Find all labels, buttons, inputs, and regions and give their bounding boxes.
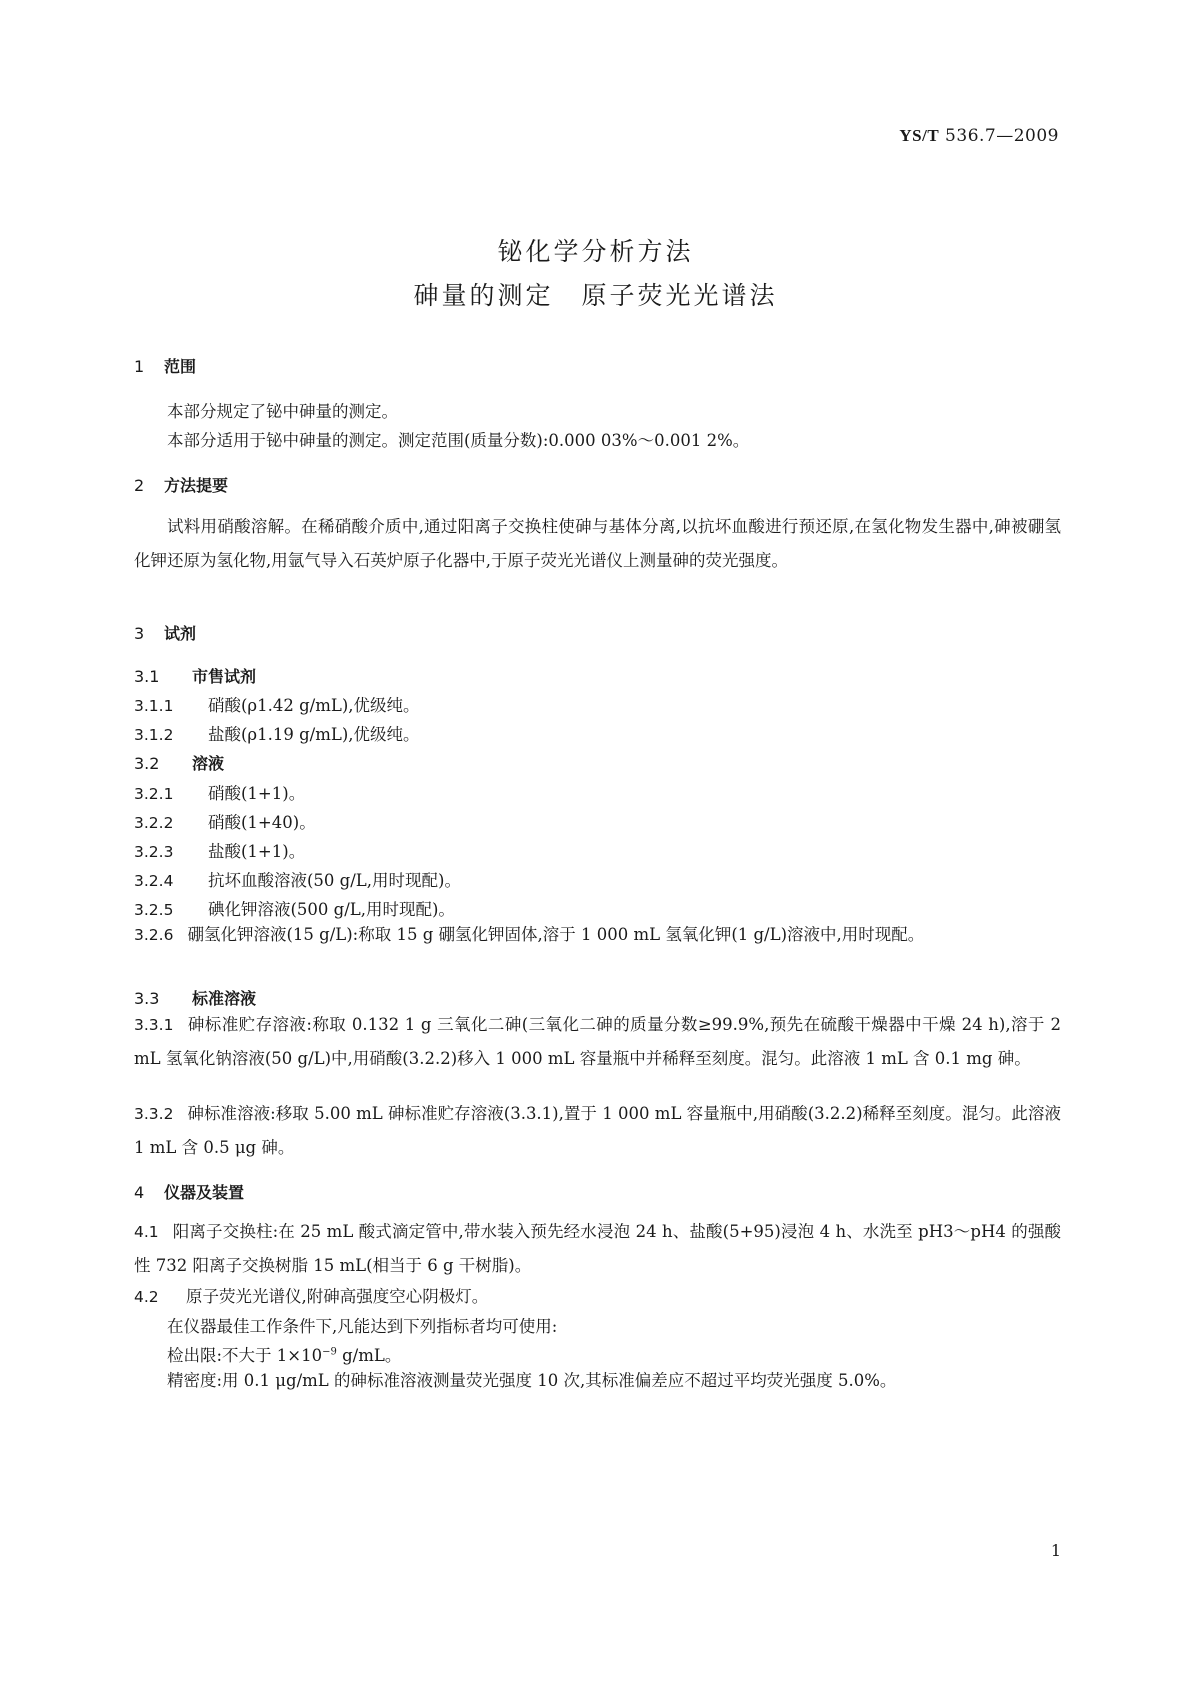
section-1-heading <box>134 354 196 377</box>
item-number: 3.2.2 <box>134 814 174 832</box>
section-4-precision: 精密度:用 0.1 μg/mL 的砷标准溶液测量荧光强度 10 次,其标准偏差应不超过平均荧光强度 5.0%。 <box>167 1371 897 1390</box>
section-1-para-2: 本部分适用于铋中砷量的测定。测定范围(质量分数):0.000 03%～0.001 2%。 <box>167 431 750 450</box>
item-number: 3.2.5 <box>134 901 174 919</box>
item-number: 3.1.2 <box>134 726 174 744</box>
item-3-3-2 <box>134 1097 1061 1165</box>
subsection-title: 市售试剂 <box>192 667 257 686</box>
item-4-2 <box>134 1283 488 1307</box>
section-4-detection-limit <box>167 1342 401 1366</box>
section-title: 范围 <box>164 357 197 376</box>
section-2-heading <box>134 473 228 496</box>
item-number: 3.3.1 <box>134 1016 174 1034</box>
item-number: 4.2 <box>134 1288 159 1306</box>
item-3-2-2 <box>134 809 316 833</box>
item-3-1-2 <box>134 721 420 745</box>
section-1-para-1: 本部分规定了铋中砷量的测定。 <box>167 402 398 421</box>
detection-limit-unit: g/mL。 <box>336 1346 402 1365</box>
code-number: 536.7—2009 <box>939 126 1059 146</box>
subsection-3-3 <box>134 986 256 1009</box>
subsection-title: 溶液 <box>192 754 225 773</box>
item-number: 3.2.4 <box>134 872 174 890</box>
item-number: 3.2.6 <box>134 926 174 944</box>
item-3-2-5 <box>134 896 455 920</box>
item-text: 碘化钾溶液(500 g/L,用时现配)。 <box>208 900 455 919</box>
page-number: 1 <box>1050 1541 1061 1560</box>
subsection-3-2 <box>134 751 224 774</box>
subsection-3-1 <box>134 664 256 687</box>
item-number: 3.3.2 <box>134 1105 174 1123</box>
item-text: 砷标准溶液:移取 5.00 mL 砷标准贮存溶液(3.3.1),置于 1 000 mL 容量瓶中,用硝酸(3.2.2)稀释至刻度。混匀。此溶液 1 mL 含 0.5 μg 砷。 <box>134 1104 1061 1157</box>
section-3-heading <box>134 621 196 644</box>
document-title-line1: 铋化学分析方法 <box>497 237 694 266</box>
item-number: 3.2.1 <box>134 785 174 803</box>
item-text: 硝酸(1+40)。 <box>208 813 316 832</box>
item-number: 3.1.1 <box>134 697 174 715</box>
subsection-number: 3.3 <box>134 989 160 1008</box>
document-title-line2: 砷量的测定 原子荧光光谱法 <box>413 281 778 310</box>
section-number: 2 <box>134 476 145 495</box>
subsection-number: 3.1 <box>134 667 160 686</box>
item-text: 硝酸(1+1)。 <box>208 784 306 803</box>
item-text: 盐酸(ρ1.19 g/mL),优级纯。 <box>208 725 420 744</box>
section-title: 仪器及装置 <box>164 1183 245 1202</box>
section-title: 方法提要 <box>164 476 229 495</box>
item-3-2-1 <box>134 780 305 804</box>
exponent: −9 <box>322 1346 337 1358</box>
item-3-2-6 <box>134 918 1061 952</box>
detection-limit-text: 检出限:不大于 1×10 <box>167 1346 323 1365</box>
item-number: 3.2.3 <box>134 843 174 861</box>
item-3-3-1 <box>134 1008 1061 1076</box>
subsection-number: 3.2 <box>134 754 160 773</box>
item-text: 盐酸(1+1)。 <box>208 842 306 861</box>
item-text: 抗坏血酸溶液(50 g/L,用时现配)。 <box>208 871 461 890</box>
item-text: 原子荧光光谱仪,附砷高强度空心阴极灯。 <box>186 1287 489 1306</box>
section-number: 1 <box>134 357 145 376</box>
item-3-1-1 <box>134 692 420 716</box>
section-4-heading <box>134 1180 244 1203</box>
item-text: 硝酸(ρ1.42 g/mL),优级纯。 <box>208 696 420 715</box>
item-4-1 <box>134 1215 1061 1283</box>
section-title: 试剂 <box>164 624 197 643</box>
code-prefix: YS/T <box>899 126 940 145</box>
section-number: 4 <box>134 1183 145 1202</box>
section-2-para: 试料用硝酸溶解。在稀硝酸介质中,通过阳离子交换柱使砷与基体分离,以抗坏血酸进行预还原,在氢化物发生器中,砷被硼氢化钾还原为氢化物,用氩气导入石英炉原子化器中,于原子荧光光谱仪上测量砷的荧光强度。 <box>134 517 1061 570</box>
subsection-title: 标准溶液 <box>192 989 257 1008</box>
item-3-2-3 <box>134 838 305 862</box>
item-text: 阳离子交换柱:在 25 mL 酸式滴定管中,带水装入预先经水浸泡 24 h、盐酸(5+95)浸泡 4 h、水洗至 pH3～pH4 的强酸性 732 阳离子交换树脂 15 mL(相当于 6 g 干树脂)。 <box>134 1222 1061 1275</box>
item-3-2-4 <box>134 867 461 891</box>
item-number: 4.1 <box>134 1223 159 1241</box>
section-number: 3 <box>134 624 145 643</box>
section-4-para-1: 在仪器最佳工作条件下,凡能达到下列指标者均可使用: <box>167 1317 558 1336</box>
item-text: 硼氢化钾溶液(15 g/L):称取 15 g 硼氢化钾固体,溶于 1 000 mL 氢氧化钾(1 g/L)溶液中,用时现配。 <box>187 925 925 944</box>
item-text: 砷标准贮存溶液:称取 0.132 1 g 三氧化二砷(三氧化二砷的质量分数≥99.9%,预先在硫酸干燥器中干燥 24 h),溶于 2 mL 氢氧化钠溶液(50 g/L)中,用硝酸(3.2.2)移入 1 000 mL 容量瓶中并稀释至刻度。混匀。此溶液 1 mL 含 0.1 mg 砷。 <box>134 1015 1061 1068</box>
standard-code <box>899 126 1059 146</box>
